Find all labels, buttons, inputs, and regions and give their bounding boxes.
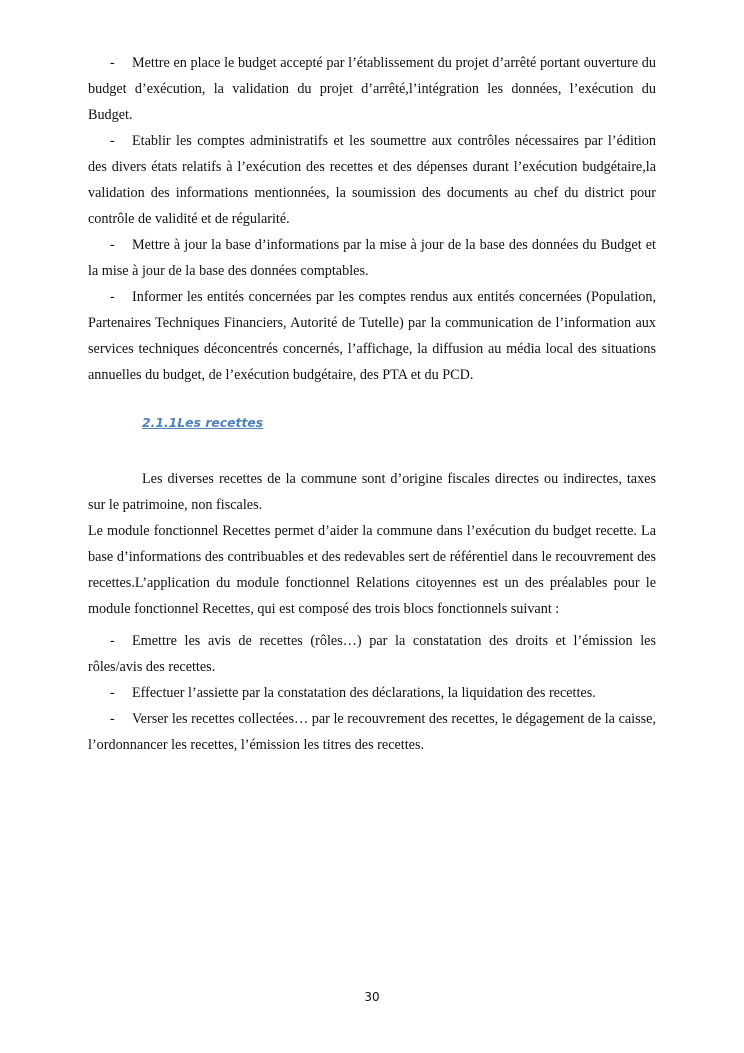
list-item: - Informer les entités concernées par les comptes rendus aux entités concernées (Population, Partenaires Techniques Financiers, Autorité de Tutelle) par la communication de l’information aux services techniques déconcentrés concernés, l’affichage, la diffusion au média local des situations annuelles du budget, de l’exécution budgétaire, des PTA et du PCD. bbox=[88, 284, 656, 388]
bullet-dash: - bbox=[110, 711, 115, 727]
list-item: - Verser les recettes collectées… par le recouvrement des recettes, le dégagement de la caisse, l’ordonnancer les recettes, l’émission les titres des recettes. bbox=[88, 706, 656, 758]
bullet-dash: - bbox=[110, 237, 115, 253]
bullet-dash: - bbox=[110, 289, 115, 305]
bullet-list-2 bbox=[88, 628, 656, 758]
intro-paragraph: Les diverses recettes de la commune sont d’origine fiscales directes ou indirectes, taxes sur le patrimoine, non fiscales. bbox=[88, 471, 656, 513]
section-heading: 2.1.1Les recettes bbox=[142, 415, 264, 430]
document-page bbox=[88, 50, 656, 758]
list-item: - Mettre à jour la base d’informations par la mise à jour de la base des données du Budget et la mise à jour de la base des données comptables. bbox=[88, 232, 656, 284]
bullet-dash: - bbox=[110, 55, 115, 71]
bullet-dash: - bbox=[110, 633, 115, 649]
list-item: - Etablir les comptes administratifs et les soumettre aux contrôles nécessaires par l’édition des divers états relatifs à l’exécution des recettes et des dépenses durant l’exécution budgétaire,la validation des informations mentionnées, la soumission des documents au chef du district pour contrôle de validité et de régularité. bbox=[88, 128, 656, 232]
bullet-dash: - bbox=[110, 133, 115, 149]
page-number: 30 bbox=[364, 990, 380, 1004]
list-item: - Emettre les avis de recettes (rôles…) par la constatation des droits et l’émission les rôles/avis des recettes. bbox=[88, 628, 656, 680]
bullet-dash: - bbox=[110, 685, 115, 701]
body-paragraph: Le module fonctionnel Recettes permet d’aider la commune dans l’exécution du budget recette. La base d’informations des contribuables et des redevables sert de référentiel dans le recouvrement des recettes.L’application du module fonctionnel Relations citoyennes est un des préalables pour le module fonctionnel Recettes, qui est composé des trois blocs fonctionnels suivant : bbox=[88, 523, 656, 617]
list-item: - Effectuer l’assiette par la constatation des déclarations, la liquidation des recettes. bbox=[88, 680, 656, 706]
bullet-list-1 bbox=[88, 50, 656, 388]
list-item: - Mettre en place le budget accepté par l’établissement du projet d’arrêté portant ouverture du budget d’exécution, la validation du projet d’arrêté,l’intégration les données, l’exécution du Budget. bbox=[88, 50, 656, 128]
